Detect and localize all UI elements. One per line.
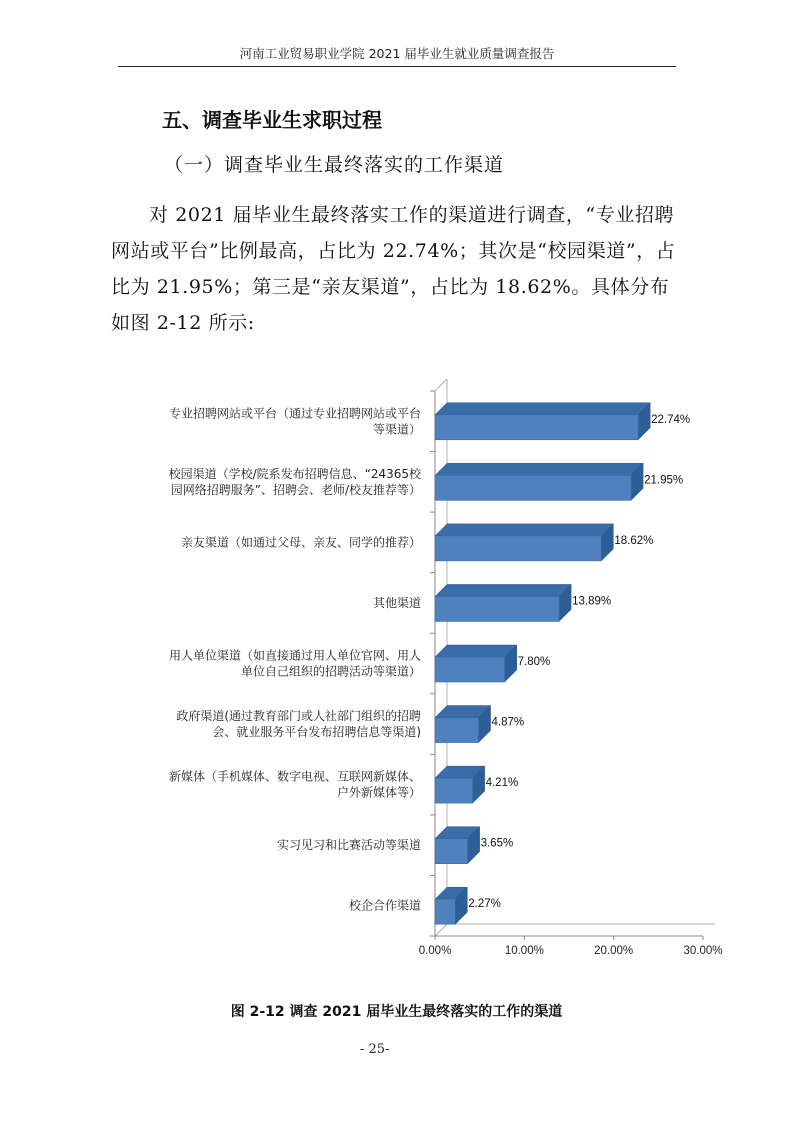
bar [435,596,559,621]
category-label: 会、就业服务平台发布招聘信息等渠道) [212,725,421,740]
floor-edge [435,924,447,936]
category-label: 园网络招聘服务”、招聘会、老师/校友推荐等） [170,482,421,497]
bar-top-face [435,403,650,415]
bar-top-face [435,524,613,536]
bar [435,415,638,440]
x-tick-label: 10.00% [504,945,544,957]
bar [435,778,473,803]
subsection-title: （一）调查毕业生最终落实的工作渠道 [164,154,505,176]
data-label: 3.65% [480,837,514,850]
category-label: 校企合作渠道 [348,898,421,913]
bar [435,839,468,864]
bar-top-face [435,463,643,475]
header-rule [118,66,676,67]
x-tick-label: 20.00% [594,945,634,957]
x-tick-label: 30.00% [683,945,723,957]
category-label: 亲友渠道（如通过父母、亲友、同学的推荐） [180,535,421,550]
category-label: 用人单位渠道（如直接通过用人单位官网、用人 [168,648,421,663]
bar [435,899,455,924]
bar-top-face [435,645,517,657]
bar [435,536,601,561]
category-label: 政府渠道(通过教育部门或人社部门组织的招聘 [176,709,421,724]
category-label: 专业招聘网站或平台（通过专业招聘网站或平台 [168,406,421,421]
data-label: 2.27% [468,898,501,911]
data-label: 21.95% [644,474,684,487]
bar [435,657,505,682]
data-label: 7.80% [517,656,551,668]
data-label: 18.62% [614,534,654,547]
channel-bar-chart [118,368,723,958]
data-label: 4.21% [485,777,519,790]
category-label: 实习见习和比赛活动等渠道 [276,838,421,853]
category-label: 其他渠道 [372,595,421,610]
category-label: 校园渠道（学校/院系发布招聘信息、“24365校 [168,466,421,481]
data-label: 4.87% [491,716,525,729]
category-label: 新媒体（手机媒体、数字电视、互联网新媒体、 [168,769,421,784]
category-label: 等渠道） [372,422,421,437]
running-header: 河南工业贸易职业学院 2021 届毕业生就业质量调查报告 [239,46,555,61]
bar [435,475,631,500]
category-label: 户外新媒体等） [336,785,421,800]
section-title: 五、调查毕业生求职过程 [162,108,382,132]
data-label: 13.89% [572,595,612,608]
figure-caption: 图 2-12 调查 2021 届毕业生最终落实的工作的渠道 [230,1004,563,1020]
axis-top-edge [435,379,447,391]
category-label: 单位自己组织的招聘活动等渠道） [240,664,421,679]
data-label: 22.74% [651,413,691,426]
page-number: - 25- [360,1042,390,1057]
body-paragraph: 对 2021 届毕业生最终落实工作的渠道进行调查，“专业招聘网站或平台”比例最高，占比为 22.74%；其次是“校园渠道”，占比为 21.95%；第三是“亲友渠道”，占比为 18.62%。具体分布如图 2-12 所示: [111,204,676,334]
bar [435,718,479,743]
x-tick-label: 0.00% [418,945,452,957]
bar-top-face [435,584,571,596]
